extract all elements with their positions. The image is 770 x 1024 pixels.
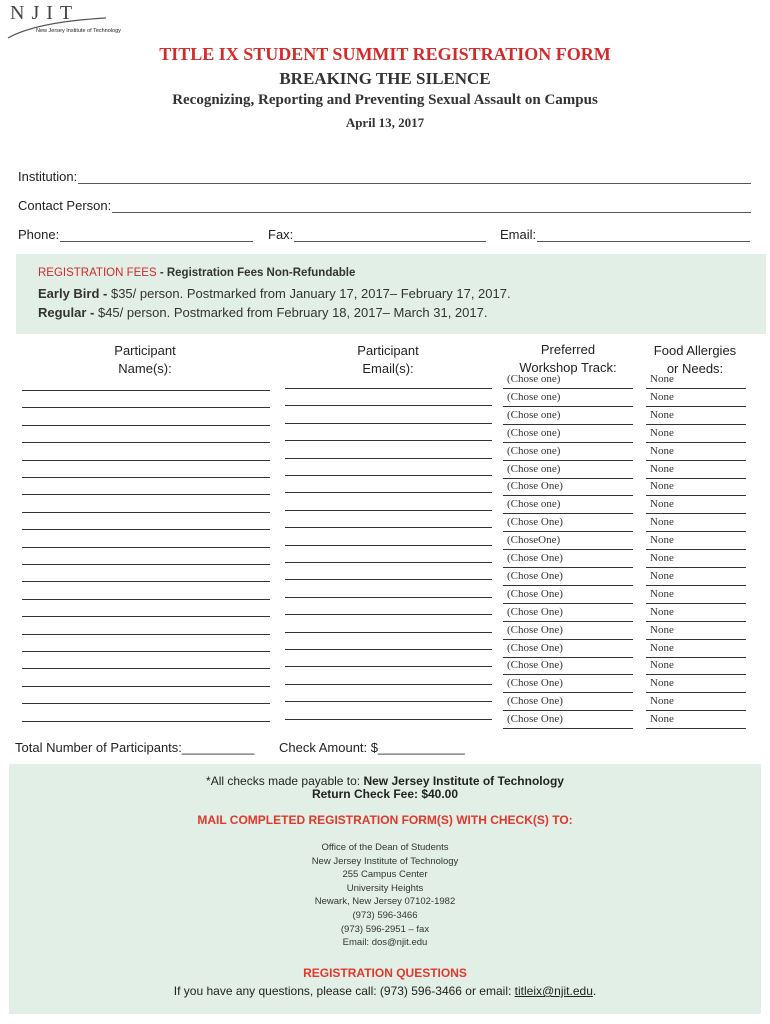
workshop-track-select[interactable]: (Chose one) <box>503 372 633 389</box>
participant-email-line[interactable] <box>285 701 492 702</box>
participant-emails-header <box>318 342 458 378</box>
workshop-track-select[interactable]: (Chose one) <box>503 408 633 425</box>
workshop-track-select[interactable]: (Chose One) <box>503 479 633 496</box>
participant-name-line[interactable] <box>22 460 270 461</box>
early-bird-text: $35/ person. Postmarked from January 17, 2017– February 17, 2017. <box>110 286 511 301</box>
form-tagline: Recognizing, Reporting and Preventing Sexual Assault on Campus <box>172 92 598 108</box>
food-allergy-field[interactable]: None <box>646 426 746 443</box>
address-line: University Heights <box>346 882 424 894</box>
return-check-fee: Return Check Fee: $40.00 <box>311 787 459 801</box>
payable-to: New Jersey Institute of Technology <box>363 774 564 788</box>
workshop-track-select[interactable]: (Chose one) <box>503 390 633 407</box>
participant-email-line[interactable] <box>285 614 492 615</box>
workshop-track-select[interactable]: (Chose One) <box>503 676 633 693</box>
workshop-track-select[interactable]: (Chose one) <box>503 497 633 514</box>
participant-name-line[interactable] <box>22 599 270 600</box>
participant-email-line[interactable] <box>285 684 492 685</box>
food-allergy-field[interactable]: None <box>646 551 746 568</box>
form-subtitle: BREAKING THE SILENCE <box>279 69 491 88</box>
address-line: (973) 596-3466 <box>352 909 418 921</box>
logo-letters: NJIT <box>10 2 80 24</box>
address-line: Newark, New Jersey 07102-1982 <box>314 896 456 908</box>
workshop-track-select[interactable]: (Chose One) <box>503 587 633 604</box>
participant-email-line[interactable] <box>285 719 492 720</box>
emails-header-line1: Participant <box>357 343 419 358</box>
participant-email-line[interactable] <box>285 527 492 528</box>
workshop-track-select[interactable]: (Chose One) <box>503 551 633 568</box>
participant-name-line[interactable] <box>22 651 270 652</box>
event-date: April 13, 2017 <box>345 115 425 130</box>
questions-prefix: If you have any questions, please call: (973) 596-3466 or email: <box>173 984 515 998</box>
fax-label: Fax: <box>268 227 294 242</box>
total-participants[interactable]: Total Number of Participants:__________ <box>15 740 255 755</box>
mail-heading: MAIL COMPLETED REGISTRATION FORM(S) WITH CHECK(S) TO: <box>197 813 573 827</box>
participant-name-line[interactable] <box>22 512 270 513</box>
email-label: Email: <box>500 227 537 242</box>
address-line: Email: dos@njit.edu <box>342 937 428 949</box>
early-bird-label: Early Bird - <box>38 286 111 301</box>
participant-email-line[interactable] <box>285 510 492 511</box>
participant-name-line[interactable] <box>22 703 270 704</box>
workshop-track-select[interactable]: (Chose one) <box>503 444 633 461</box>
track-header-line2: Workshop Track: <box>519 360 617 375</box>
check-amount[interactable]: Check Amount: $____________ <box>279 740 465 755</box>
track-header-line1: Preferred <box>540 342 596 357</box>
workshop-track-select[interactable]: (Chose One) <box>503 623 633 640</box>
address-line: New Jersey Institute of Technology <box>311 855 459 867</box>
food-allergy-field[interactable]: None <box>646 623 746 640</box>
food-header-line2: or Needs: <box>666 361 724 376</box>
address-line: (973) 596-2951 – fax <box>340 923 430 935</box>
participant-name-line[interactable] <box>22 668 270 669</box>
participant-name-line[interactable] <box>22 477 270 478</box>
food-allergy-field[interactable]: None <box>646 390 746 407</box>
names-header-line1: Participant <box>114 343 176 358</box>
payable-line <box>9 774 761 788</box>
workshop-track-select[interactable]: (Chose One) <box>503 605 633 622</box>
participant-name-line[interactable] <box>22 634 270 635</box>
workshop-track-select[interactable]: (Chose One) <box>503 515 633 532</box>
participant-email-line[interactable] <box>285 405 492 406</box>
participant-name-line[interactable] <box>22 407 270 408</box>
participant-name-line[interactable] <box>22 390 270 391</box>
participant-email-line[interactable] <box>285 440 492 441</box>
workshop-track-select[interactable]: (Chose One) <box>503 694 633 711</box>
food-allergy-field[interactable]: None <box>646 497 746 514</box>
payable-prefix: *All checks made payable to: <box>206 774 364 788</box>
questions-text <box>9 984 761 998</box>
phone-field[interactable] <box>18 227 253 242</box>
phone-line[interactable] <box>60 230 253 242</box>
participant-name-line[interactable] <box>22 442 270 443</box>
food-allergy-field[interactable]: None <box>646 676 746 693</box>
participant-name-line[interactable] <box>22 529 270 530</box>
fees-heading <box>38 267 355 279</box>
food-header-line1: Food Allergies <box>653 343 737 358</box>
participant-email-line[interactable] <box>285 562 492 563</box>
address-line: 255 Campus Center <box>342 869 428 881</box>
participant-email-line[interactable] <box>285 458 492 459</box>
food-allergy-field[interactable]: None <box>646 444 746 461</box>
food-allergy-field[interactable]: None <box>646 569 746 586</box>
fax-field[interactable] <box>268 227 486 242</box>
participant-email-line[interactable] <box>285 492 492 493</box>
address-line: Office of the Dean of Students <box>321 842 449 853</box>
njit-logo <box>6 4 126 38</box>
email-field[interactable] <box>500 227 750 242</box>
workshop-track-select[interactable]: (Chose one) <box>503 426 633 443</box>
food-allergy-field[interactable]: None <box>646 515 746 532</box>
food-allergy-field[interactable]: None <box>646 408 746 425</box>
food-allergy-field[interactable]: None <box>646 641 746 658</box>
participant-name-line[interactable] <box>22 686 270 687</box>
fees-note: - Registration Fees Non-Refundable <box>156 267 356 279</box>
food-allergy-field[interactable]: None <box>646 694 746 711</box>
participant-email-line[interactable] <box>285 388 492 389</box>
participant-name-line[interactable] <box>22 721 270 722</box>
fax-line[interactable] <box>294 230 486 242</box>
participant-email-line[interactable] <box>285 545 492 546</box>
food-allergy-field[interactable]: None <box>646 605 746 622</box>
fees-title: REGISTRATION FEES <box>38 267 157 279</box>
regular-text: $45/ person. Postmarked from February 18, 2017– March 31, 2017. <box>97 305 488 320</box>
title-block <box>0 43 770 131</box>
phone-label: Phone: <box>18 227 60 242</box>
participant-email-line[interactable] <box>285 423 492 424</box>
participant-name-line[interactable] <box>22 616 270 617</box>
food-allergy-field[interactable]: None <box>646 479 746 496</box>
participant-email-line[interactable] <box>285 579 492 580</box>
participant-email-line[interactable] <box>285 475 492 476</box>
participant-email-line[interactable] <box>285 666 492 667</box>
food-allergy-field[interactable]: None <box>646 372 746 389</box>
food-allergy-field[interactable]: None <box>646 587 746 604</box>
workshop-track-select[interactable]: (ChoseOne) <box>503 533 633 550</box>
institution-line[interactable] <box>78 172 751 184</box>
registration-fees-box <box>16 254 766 334</box>
form-title: TITLE IX STUDENT SUMMIT REGISTRATION FORM <box>159 44 611 64</box>
titleix-email-link[interactable]: titleix@njit.edu <box>514 984 593 998</box>
participant-email-line[interactable] <box>285 649 492 650</box>
participant-email-line[interactable] <box>285 632 492 633</box>
food-allergy-field[interactable]: None <box>646 533 746 550</box>
participant-names-header <box>75 342 215 378</box>
mailing-info-box <box>9 764 761 1014</box>
workshop-track-select[interactable]: (Chose One) <box>503 641 633 658</box>
workshop-track-select[interactable]: (Chose One) <box>503 569 633 586</box>
contact-person-line[interactable] <box>112 201 751 213</box>
logo-subtitle: New Jersey Institute of Technology <box>36 28 121 34</box>
emails-header-line2: Email(s): <box>362 361 414 376</box>
participant-name-line[interactable] <box>22 494 270 495</box>
questions-suffix: . <box>592 984 597 998</box>
participant-email-line[interactable] <box>285 597 492 598</box>
participant-name-line[interactable] <box>22 564 270 565</box>
questions-heading: REGISTRATION QUESTIONS <box>303 966 467 980</box>
early-bird-row <box>38 286 511 301</box>
institution-field[interactable] <box>18 169 751 184</box>
food-allergy-field[interactable]: None <box>646 658 746 675</box>
food-allergy-field[interactable]: None <box>646 712 746 729</box>
participant-name-line[interactable] <box>22 547 270 548</box>
food-allergy-field[interactable]: None <box>646 462 746 479</box>
email-line[interactable] <box>537 230 750 242</box>
workshop-track-select[interactable]: (Chose one) <box>503 462 633 479</box>
institution-label: Institution: <box>18 169 78 184</box>
workshop-track-select[interactable]: (Chose One) <box>503 712 633 729</box>
participant-name-line[interactable] <box>22 581 270 582</box>
workshop-track-select[interactable]: (Chose One) <box>503 658 633 675</box>
contact-person-label: Contact Person: <box>18 198 112 213</box>
regular-row <box>38 305 487 320</box>
names-header-line2: Name(s): <box>118 361 172 376</box>
participant-name-line[interactable] <box>22 425 270 426</box>
regular-label: Regular - <box>38 305 98 320</box>
mailing-address <box>9 841 761 950</box>
contact-person-field[interactable] <box>18 198 751 213</box>
